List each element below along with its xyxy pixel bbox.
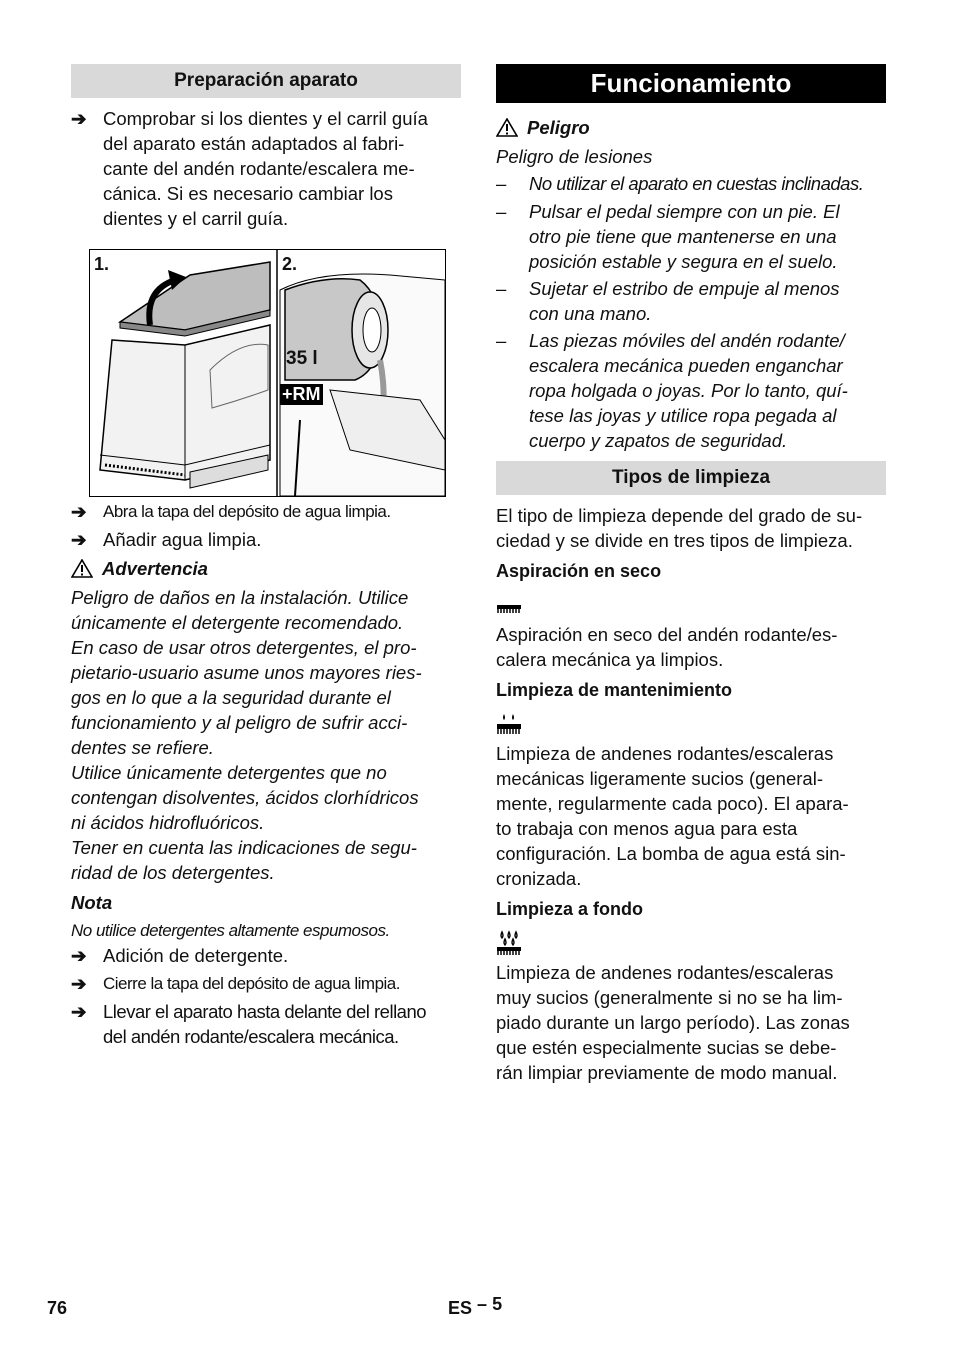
- section-heading-tipos: Tipos de limpieza: [496, 461, 886, 495]
- warning-text: Peligro de daños en la instalación. Utilice únicamente el detergente recomendado. En caso de usar otros detergentes, el pro- pietario-usuario asume unos mayores ries- gos en lo que a la seguridad durante el funcionamiento y al peligro de sufrir acci- dentes se refiere. Utilice únicamente detergentes que no contengan disolventes, ácidos clorhídricos ni ácidos hidrofluóricos. Tener en cuenta las indicaciones de segu- ridad de los detergentes.: [71, 587, 422, 883]
- danger-subtitle: Peligro de lesiones: [496, 146, 653, 167]
- maint-text: Limpieza de andenes rodantes/escaleras mecánicas ligeramente sucios (general- mente, regularmente cada poco). El apara- to trabaja con menos agua para esta configuración. La bomba de agua está sin- cronizada.: [496, 743, 849, 889]
- deep-text: Limpieza de andenes rodantes/escaleras muy sucios (generalmente si no se ha lim- piado durante un largo período). Las zonas que estén especialmente sucias se debe- rán limpiar previamente de modo manual.: [496, 962, 850, 1083]
- left-column: [71, 64, 461, 1049]
- figure-step-1-label: 1.: [94, 254, 110, 274]
- note-text: No utilice detergentes altamente espumosos.: [71, 921, 390, 940]
- danger-item: – Sujetar el estribo de empuje al menos con una mano.: [496, 278, 840, 324]
- step-open-lid: ➔ Abra la tapa del depósito de agua limpia.: [71, 501, 391, 522]
- section-heading-funcionamiento: Funcionamiento: [496, 64, 886, 103]
- warning-heading: Advertencia: [71, 556, 461, 581]
- danger-item: – No utilizar el aparato en cuestas inclinadas.: [496, 173, 864, 194]
- danger-item: – Las piezas móviles del andén rodante/ escalera mecánica pueden enganchar ropa holgada o joyas. Por lo tanto, quí- tese las joyas y utilice ropa pegada al cuerpo y zapatos de seguridad.: [496, 330, 848, 451]
- dry-vacuum-icon: [496, 586, 886, 614]
- step-add-detergent: ➔ Adición de detergente.: [71, 945, 289, 966]
- types-intro: El tipo de limpieza depende del grado de su- ciedad y se divide en tres tipos de limpieza.: [496, 505, 863, 551]
- arrow-icon: ➔: [71, 501, 87, 522]
- dry-title: Aspiración en seco: [496, 561, 662, 581]
- step-check-teeth: ➔ Comprobar si los dientes y el carril guía del aparato están adaptados al fabri- cante del andén rodante/escalera me- cánica. Si es necesario cambiar los dientes y el carril guía.: [71, 108, 428, 229]
- device-illustration: [89, 249, 446, 497]
- figure-rm-label: +RM: [282, 384, 321, 404]
- deep-title: Limpieza a fondo: [496, 899, 644, 919]
- step-move-device: ➔ Llevar el aparato hasta delante del rellano del andén rodante/escalera mecánica.: [71, 1001, 427, 1047]
- arrow-icon: ➔: [71, 529, 87, 550]
- dry-text: Aspiración en seco del andén rodante/es- calera mecánica ya limpios.: [496, 624, 838, 670]
- maintenance-cleaning-icon: [496, 707, 886, 735]
- note-heading: Nota: [71, 892, 113, 913]
- page-number: 76: [47, 1298, 68, 1318]
- figure-step-2-label: 2.: [282, 254, 298, 274]
- deep-cleaning-icon: [496, 928, 886, 956]
- footer-section-label: ES – 5: [448, 1294, 503, 1318]
- section-heading-preparacion: Preparación aparato: [71, 64, 461, 98]
- step-close-lid: ➔ Cierre la tapa del depósito de agua limpia.: [71, 973, 400, 994]
- danger-item: – Pulsar el pedal siempre con un pie. El otro pie tiene que mantenerse en una posición estable y segura en el suelo.: [496, 201, 840, 272]
- arrow-icon: ➔: [71, 1001, 87, 1022]
- arrow-icon: ➔: [71, 973, 87, 994]
- arrow-icon: ➔: [71, 945, 87, 966]
- arrow-icon: ➔: [71, 108, 87, 129]
- warning-triangle-icon: [71, 559, 93, 578]
- figure-volume-label: 35 l: [286, 348, 318, 369]
- step-add-water: ➔ Añadir agua limpia.: [71, 529, 262, 550]
- right-column: [496, 64, 886, 1085]
- danger-heading: Peligro: [496, 115, 886, 140]
- maint-title: Limpieza de mantenimiento: [496, 680, 733, 700]
- warning-triangle-icon: [496, 118, 518, 137]
